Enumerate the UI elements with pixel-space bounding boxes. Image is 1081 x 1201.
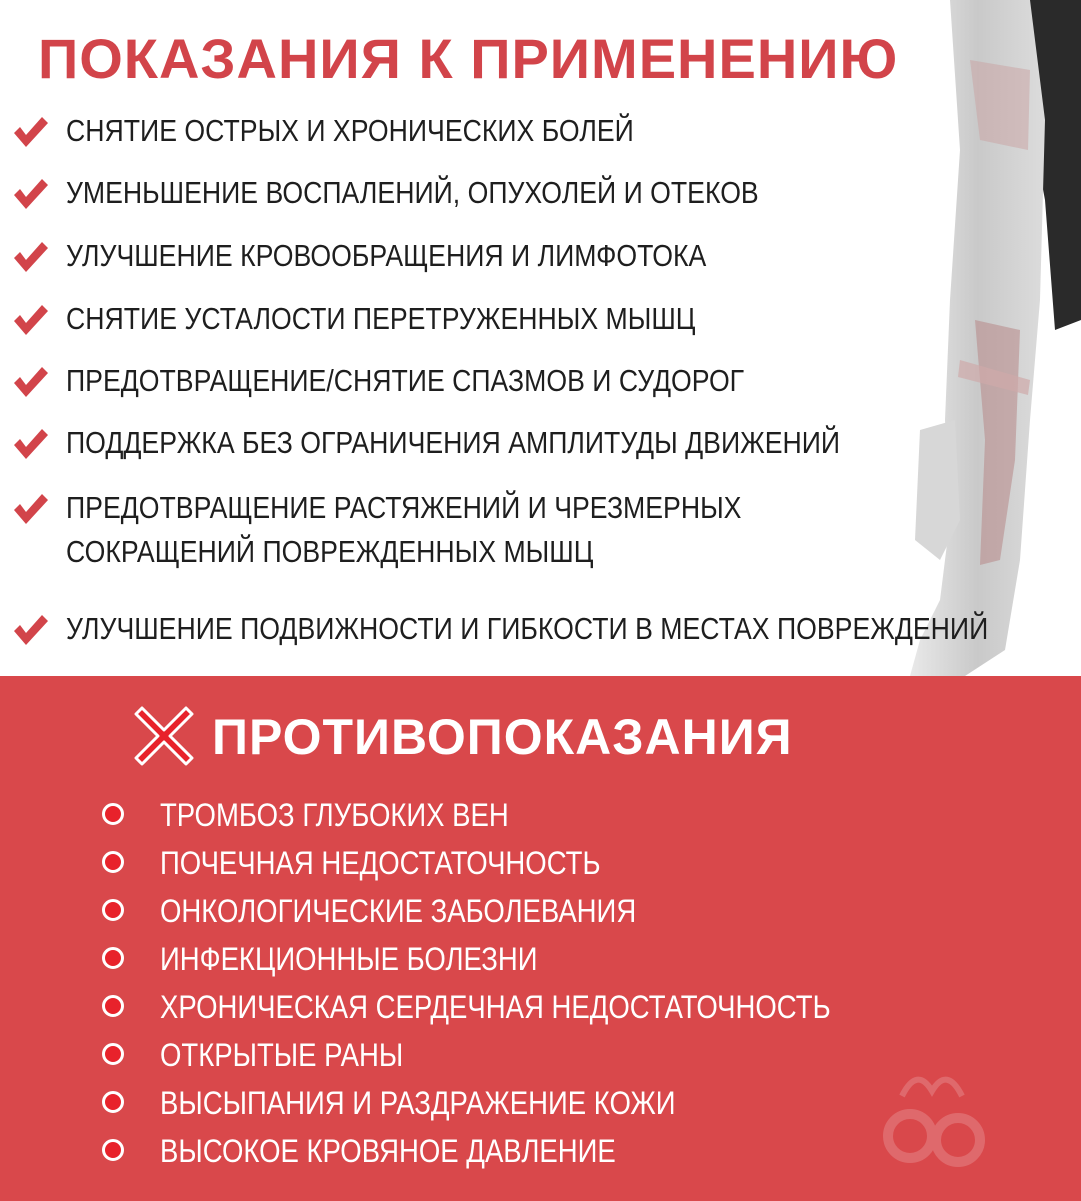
contraindication-text: ХРОНИЧЕСКАЯ СЕРДЕЧНАЯ НЕДОСТАТОЧНОСТЬ: [160, 989, 831, 1025]
contraindications-section: [0, 676, 1081, 1201]
indication-item: [0, 110, 1081, 154]
contraindications-title: ПРОТИВОПОКАЗАНИЯ: [212, 709, 793, 765]
contraindication-text: ПОЧЕЧНАЯ НЕДОСТАТОЧНОСТЬ: [160, 845, 601, 881]
check-icon: [10, 427, 50, 463]
contraindication-text: ВЫСЫПАНИЯ И РАЗДРАЖЕНИЕ КОЖИ: [160, 1085, 676, 1121]
indication-text: СНЯТИЕ УСТАЛОСТИ ПЕРЕТРУЖЕННЫХ МЫШЦ: [66, 301, 696, 336]
contraindication-item: [0, 796, 1081, 836]
check-icon: [10, 240, 50, 276]
contraindication-text: ОТКРЫТЫЕ РАНЫ: [160, 1037, 404, 1073]
bullet-dot-icon: [102, 803, 124, 825]
bullet-dot-icon: [102, 1043, 124, 1065]
contraindication-item: [0, 940, 1081, 980]
indication-text: СОКРАЩЕНИЙ ПОВРЕЖДЕННЫХ МЫШЦ: [66, 534, 594, 569]
indication-text: ПРЕДОТВРАЩЕНИЕ/СНЯТИЕ СПАЗМОВ И СУДОРОГ: [66, 363, 745, 398]
check-icon: [10, 115, 50, 151]
bullet-dot-icon: [102, 1139, 124, 1161]
contraindication-text: ИНФЕКЦИОННЫЕ БОЛЕЗНИ: [160, 941, 538, 977]
indication-text: УЛУЧШЕНИЕ ПОДВИЖНОСТИ И ГИБКОСТИ В МЕСТАХ ПОВРЕЖДЕНИЙ: [66, 611, 989, 646]
contraindication-item: [0, 892, 1081, 932]
indication-text: ПРЕДОТВРАЩЕНИЕ РАСТЯЖЕНИЙ И ЧРЕЗМЕРНЫХ: [66, 490, 742, 525]
indication-text: УЛУЧШЕНИЕ КРОВООБРАЩЕНИЯ И ЛИМФОТОКА: [66, 238, 707, 273]
bullet-dot-icon: [102, 947, 124, 969]
contraindication-item: [0, 844, 1081, 884]
contraindication-text: ВЫСОКОЕ КРОВЯНОЕ ДАВЛЕНИЕ: [160, 1133, 616, 1169]
bullet-dot-icon: [102, 851, 124, 873]
indication-text: УМЕНЬШЕНИЕ ВОСПАЛЕНИЙ, ОПУХОЛЕЙ И ОТЕКОВ: [66, 175, 759, 210]
contraindication-item: [0, 988, 1081, 1028]
contraindication-text: ОНКОЛОГИЧЕСКИЕ ЗАБОЛЕВАНИЯ: [160, 893, 637, 929]
indication-item: [0, 298, 1081, 342]
indication-item: [0, 487, 1081, 575]
contraindication-text: ТРОМБОЗ ГЛУБОКИХ ВЕН: [160, 797, 509, 833]
check-icon: [10, 492, 50, 528]
indication-item: [0, 235, 1081, 279]
indication-item: [0, 422, 1081, 466]
bullet-dot-icon: [102, 899, 124, 921]
indication-item: [0, 608, 1081, 652]
indication-item: [0, 360, 1081, 404]
check-icon: [10, 303, 50, 339]
x-mark-icon: [132, 704, 196, 768]
indication-text: ПОДДЕРЖКА БЕЗ ОГРАНИЧЕНИЯ АМПЛИТУДЫ ДВИЖЕНИЙ: [66, 425, 841, 460]
check-icon: [10, 177, 50, 213]
bullet-dot-icon: [102, 995, 124, 1017]
brand-logo-watermark: [872, 1056, 992, 1176]
check-icon: [10, 613, 50, 649]
indication-text: СНЯТИЕ ОСТРЫХ И ХРОНИЧЕСКИХ БОЛЕЙ: [66, 113, 634, 148]
indication-item: [0, 172, 1081, 216]
bullet-dot-icon: [102, 1091, 124, 1113]
contraindications-header: [132, 702, 892, 772]
check-icon: [10, 365, 50, 401]
indications-title: ПОКАЗАНИЯ К ПРИМЕНЕНИЮ: [38, 27, 899, 90]
